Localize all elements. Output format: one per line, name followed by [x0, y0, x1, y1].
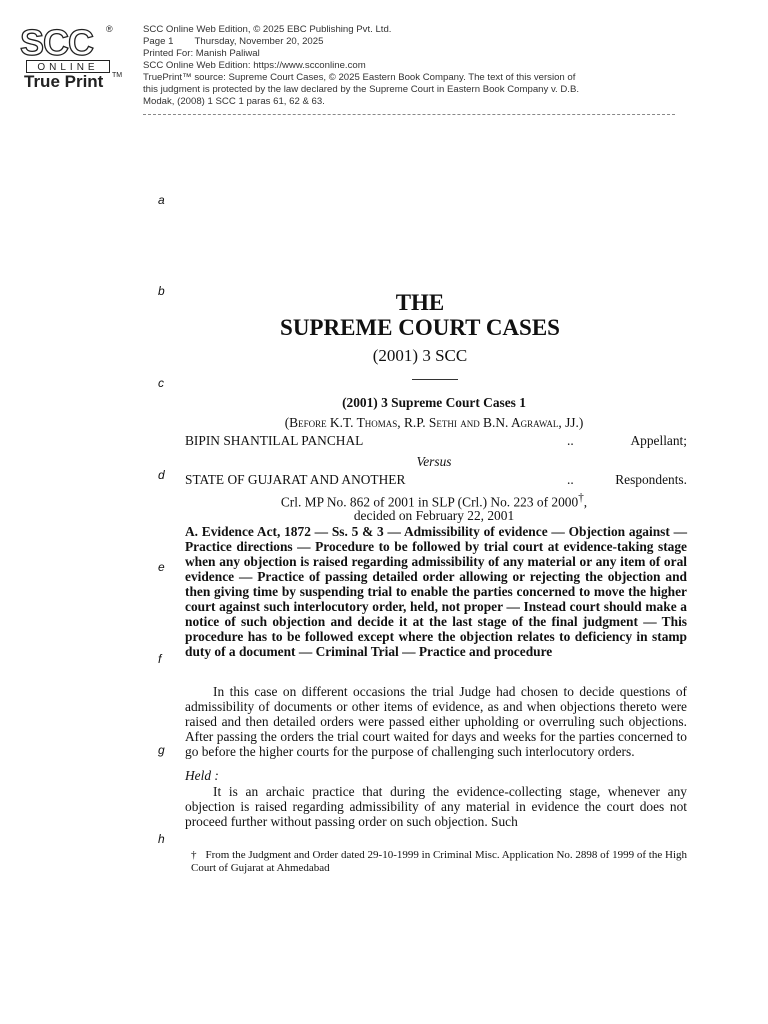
- footnote-text: From the Judgment and Order dated 29-10-1999 in Criminal Misc. Application No. 2898 of 1999 of the High Court of Gujarat at Ahmedabad: [191, 849, 688, 874]
- versus-label: Versus: [416, 454, 452, 469]
- margin-letter: c: [158, 376, 164, 390]
- bench-line: (Before K.T. Thomas, R.P. Sethi and B.N. Agrawal, JJ.): [284, 415, 584, 430]
- case-number-text: Crl. MP No. 862 of 2001 in SLP (Crl.) No. 223 of 2000: [280, 494, 579, 510]
- case-citation: (2001) 3 Supreme Court Cases 1: [342, 395, 526, 410]
- header-line: SCC Online Web Edition: https://www.scconline.com: [143, 60, 366, 71]
- summary-paragraph: In this case on different occasions the trial Judge had chosen to decide questions of admissibility of documents or other items of evidence, as and when objections thereto were raised and then detailed orders were passed either upholding or overruling such objections. After passing the orders the trial court waited for days and weeks for the parties concerned to go before the higher courts for the purpose of challenging such interlocutory orders.: [185, 684, 687, 759]
- report-volume: (2001) 3 SCC: [372, 346, 468, 365]
- margin-letter: f: [158, 652, 162, 666]
- report-title-the: THE: [395, 290, 445, 315]
- footnote-mark: †: [191, 849, 197, 861]
- header-line: SCC Online Web Edition, © 2025 EBC Publishing Pvt. Ltd.: [143, 24, 392, 35]
- report-title: SUPREME COURT CASES: [280, 315, 560, 340]
- title-rule: [412, 379, 458, 380]
- decision-date: decided on February 22, 2001: [353, 508, 515, 523]
- margin-letter: a: [158, 193, 165, 207]
- logo-scc-text: SCC: [20, 22, 94, 63]
- held-label: Held :: [185, 768, 219, 783]
- header-line: this judgment is protected by the law declared by the Supreme Court in Eastern Book Company v. D.B.: [143, 84, 580, 95]
- header-divider: [143, 114, 675, 115]
- margin-letter: e: [158, 560, 165, 574]
- header-line: Modak, (2008) 1 SCC 1 paras 61, 62 & 63.: [143, 96, 325, 107]
- respondent-role: Respondents.: [615, 472, 687, 487]
- logo-online-text: ONLINE: [26, 60, 110, 73]
- logo-trademark: TM: [112, 72, 123, 79]
- margin-letter: g: [158, 743, 165, 757]
- footnote: [191, 849, 687, 875]
- appellant-dots: ..: [567, 433, 574, 448]
- scc-online-true-print-logo: [14, 24, 124, 98]
- case-number-dagger: †: [578, 492, 584, 504]
- margin-letter: d: [158, 468, 165, 482]
- header-line: Page 1 Thursday, November 20, 2025: [143, 36, 324, 47]
- logo-registered-mark: ®: [106, 24, 113, 34]
- print-header: [143, 24, 703, 108]
- respondent-row: [185, 472, 687, 488]
- header-line: Printed For: Manish Paliwal: [143, 48, 260, 59]
- header-line: TruePrint™ source: Supreme Court Cases, © 2025 Eastern Book Company. The text of this version of: [143, 72, 576, 83]
- logo-true-print-text: True Print: [24, 72, 104, 91]
- respondent-name: STATE OF GUJARAT AND ANOTHER: [185, 472, 406, 487]
- case-number-end: ,: [583, 494, 588, 510]
- margin-letter: h: [158, 832, 165, 846]
- margin-letter: b: [158, 284, 165, 298]
- appellant-role: Appellant;: [630, 433, 687, 448]
- headnote: A. Evidence Act, 1872 — Ss. 5 & 3 — Admissibility of evidence — Objection against — Practice directions — Procedure to be followed by trial court at evidence-taking stage when any objection is raised regarding admissibility of any material or any item of oral evidence — Practice of passing detailed order allowing or rejecting the objection and then giving time by suspending trial to enable the parties concerned to move the higher court against such interlocutory order, held, not proper — Instead court should make a notice of such objection and decide it at the last stage of the final judgment — This procedure has to be followed except where the objection relates to deficiency in stamp duty of a document — Criminal Trial — Practice and procedure: [185, 524, 687, 659]
- appellant-row: [185, 433, 687, 449]
- respondent-dots: ..: [567, 472, 574, 487]
- held-paragraph: It is an archaic practice that during the evidence-collecting stage, whenever any objection is raised regarding admissibility of any material in evidence the court does not proceed further without passing order on such objection. Such: [185, 784, 687, 829]
- appellant-name: BIPIN SHANTILAL PANCHAL: [185, 433, 364, 448]
